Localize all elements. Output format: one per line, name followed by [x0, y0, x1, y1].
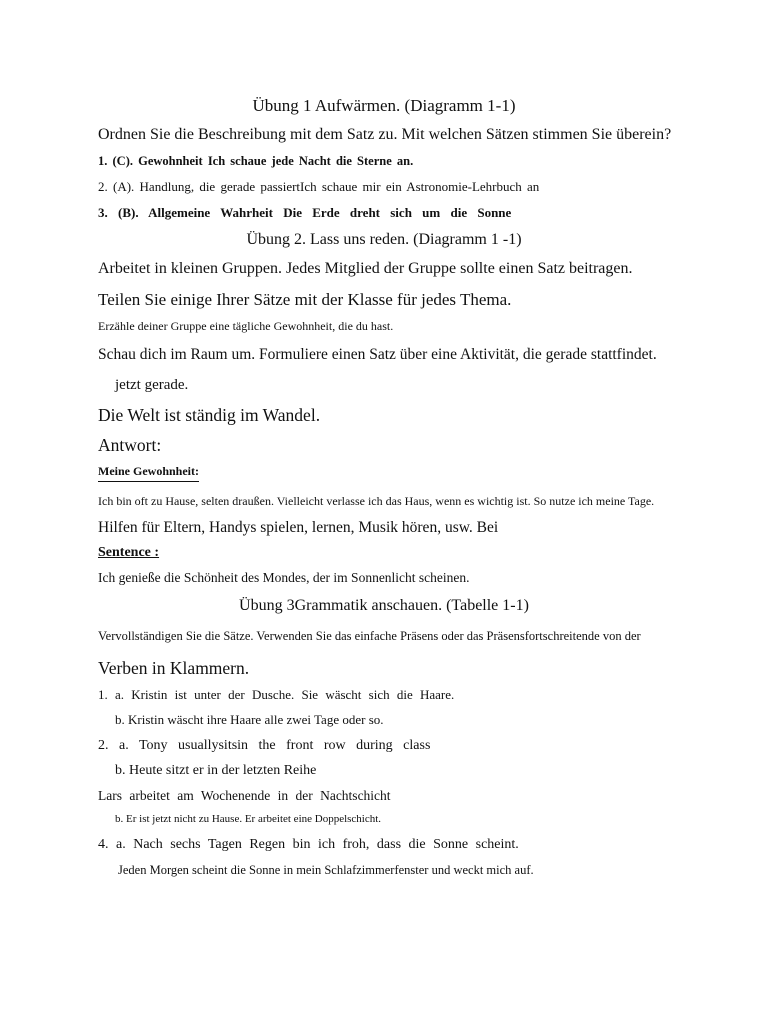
- exercise-2-paragraph: Schau dich im Raum um. Formuliere einen Satz über eine Aktivität, die gerade stattfindet.: [98, 346, 657, 363]
- exercise-3-title: Übung 3Grammatik anschauen. (Tabelle 1-1): [239, 597, 529, 614]
- exercise-2-paragraph: jetzt gerade.: [115, 377, 189, 393]
- sentence-label: Sentence :: [98, 545, 160, 560]
- exercise-2-title: Übung 2. Lass uns reden. (Diagramm 1 -1): [246, 231, 522, 248]
- exercise-1-item: 3. (B). Allgemeine Wahrheit Die Erde dreht sich um die Sonne: [98, 205, 512, 220]
- exercise-3-instruction: Vervollständigen Sie die Sätze. Verwenden Sie das einfache Präsens oder das Präsensfortschreitende von der: [98, 629, 641, 643]
- exercise-1-item: 2. (A). Handlung, die gerade passiertIch schaue mir ein Astronomie-Lehrbuch an: [98, 179, 540, 194]
- exercise-1-title: Übung 1 Aufwärmen. (Diagramm 1-1): [252, 96, 516, 115]
- habit-text: Ich bin oft zu Hause, selten draußen. Vielleicht verlasse ich das Haus, wenn es wichtig ist. So nutze ich meine Tage.: [98, 494, 655, 508]
- exercise-3-item: b. Er ist jetzt nicht zu Hause. Er arbeitet eine Doppelschicht.: [115, 813, 382, 825]
- exercise-3-item: 1. a. Kristin ist unter der Dusche. Sie wäscht sich die Haare.: [98, 687, 455, 702]
- exercise-3-item: Jeden Morgen scheint die Sonne in mein Schlafzimmerfenster und weckt mich auf.: [118, 863, 534, 877]
- answer-label: Antwort:: [98, 435, 162, 455]
- sentence-text: Ich genieße die Schönheit des Mondes, der im Sonnenlicht scheinen.: [98, 570, 470, 585]
- habit-label: Meine Gewohnheit:: [98, 465, 199, 482]
- exercise-2-paragraph: Die Welt ist ständig im Wandel.: [98, 405, 321, 425]
- exercise-3-item: 4. a. Nach sechs Tagen Regen bin ich froh, dass die Sonne scheint.: [98, 837, 519, 852]
- exercise-3-item: Lars arbeitet am Wochenende in der Nachtschicht: [98, 788, 391, 803]
- exercise-3-item: 2. a. Tony usuallysitsin the front row during class: [98, 738, 431, 753]
- exercise-2-paragraph: Erzähle deiner Gruppe eine tägliche Gewohnheit, die du hast.: [98, 319, 394, 333]
- help-text: Hilfen für Eltern, Handys spielen, lernen, Musik hören, usw. Bei: [98, 519, 499, 536]
- exercise-3-item: b. Kristin wäscht ihre Haare alle zwei Tage oder so.: [115, 712, 384, 727]
- exercise-3-item: b. Heute sitzt er in der letzten Reihe: [115, 763, 317, 778]
- exercise-2-paragraph: Teilen Sie einige Ihrer Sätze mit der Klasse für jedes Thema.: [98, 290, 512, 309]
- exercise-1-instruction: Ordnen Sie die Beschreibung mit dem Satz zu. Mit welchen Sätzen stimmen Sie überein?: [98, 126, 672, 143]
- exercise-3-instruction: Verben in Klammern.: [98, 658, 250, 678]
- exercise-1-item: 1. (C). Gewohnheit Ich schaue jede Nacht die Sterne an.: [98, 154, 414, 168]
- exercise-2-paragraph: Arbeitet in kleinen Gruppen. Jedes Mitglied der Gruppe sollte einen Satz beitragen.: [98, 260, 633, 277]
